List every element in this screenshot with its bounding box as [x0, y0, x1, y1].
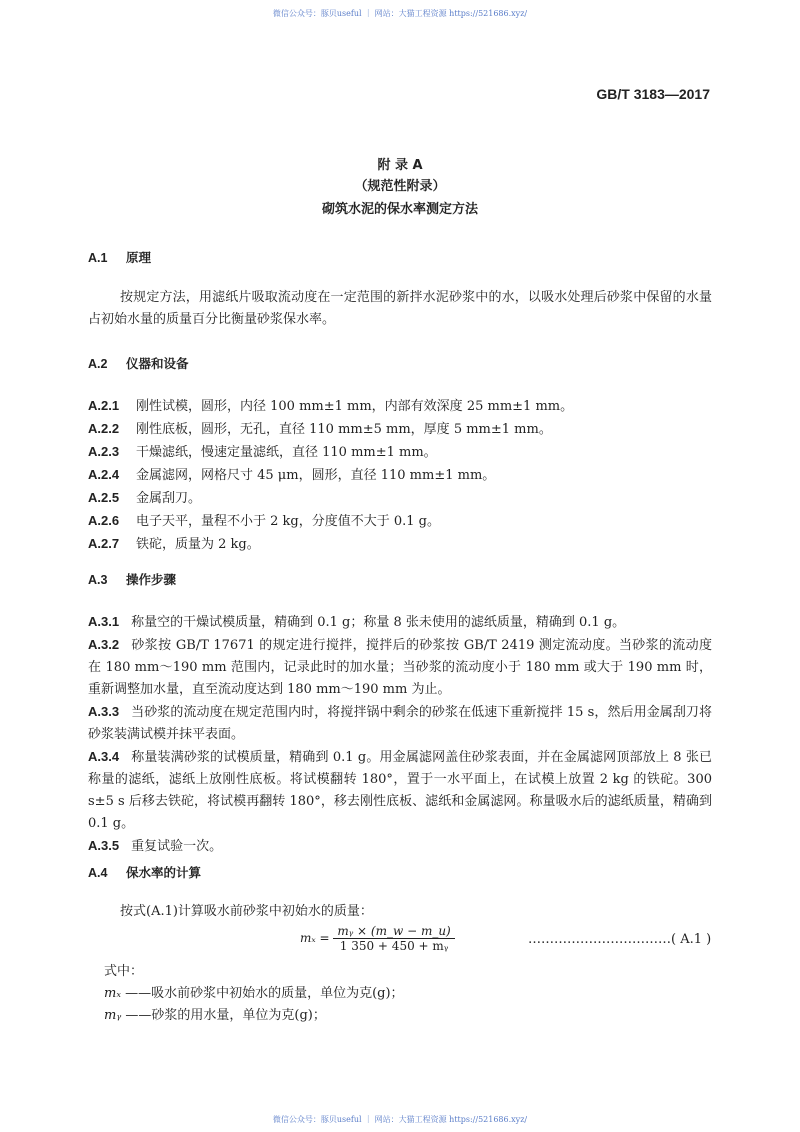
variable-desc: ——砂浆的用水量，单位为克(g)；	[125, 1008, 326, 1023]
list-item	[88, 701, 712, 746]
section-title: 操作步骤	[126, 572, 177, 587]
item-text: 干燥滤纸，慢速定量滤纸，直径 110 mm±1 mm。	[136, 445, 437, 460]
section-a3-heading	[88, 570, 176, 588]
item-text: 铁砣，质量为 2 kg。	[136, 537, 260, 552]
list-item	[88, 611, 712, 634]
item-text: 当砂浆的流动度在规定范围内时，将搅拌锅中剩余的砂浆在低速下重新搅拌 15 s，然后用金属刮刀将砂浆装满试模并抹平表面。	[88, 705, 712, 742]
item-number: A.2.2	[88, 421, 120, 436]
item-number: A.2.5	[88, 490, 120, 505]
section-number: A.2	[88, 357, 108, 371]
item-number: A.2.4	[88, 467, 120, 482]
equation-label: ( A.1 )	[671, 932, 712, 947]
appendix-label: 附 录 A	[377, 158, 423, 173]
item-number: A.2.6	[88, 513, 120, 528]
item-text: 重复试验一次。	[131, 839, 223, 854]
item-number: A.3.2	[88, 637, 120, 652]
variable-definition	[104, 983, 728, 1005]
watermark-top: 微信公众号：豚贝useful ｜ 网站：大猫工程资源 https://521686.xyz/	[272, 9, 528, 18]
section-number: A.3	[88, 573, 108, 587]
appendix-title: 砌筑水泥的保水率测定方法	[321, 202, 478, 217]
section-number: A.1	[88, 251, 108, 265]
item-text: 刚性底板，圆形，无孔，直径 110 mm±5 mm，厚度 5 mm±1 mm。	[136, 422, 552, 437]
section-title: 原理	[126, 250, 152, 265]
item-text: 电子天平，量程不小于 2 kg，分度值不大于 0.1 g。	[136, 514, 440, 529]
list-item	[88, 441, 712, 464]
list-item	[88, 464, 712, 487]
item-text: 金属刮刀。	[136, 491, 202, 506]
standard-number: GB/T 3183—2017	[596, 86, 710, 102]
section-title: 保水率的计算	[126, 865, 202, 880]
item-text: 称量装满砂浆的试模质量，精确到 0.1 g。用金属滤网盖住砂浆表面，并在金属滤网顶部放上 8 张已称量的滤纸，滤纸上放刚性底板。将试模翻转 180°，置于一水平面上，在试模上放置 2 kg 的铁砣。300 s±5 s 后移去铁砣，将试模再翻转 180°，移去刚性底板、滤纸和金属滤网。称量吸水后的滤纸质量，精确到 0.1 g。	[88, 750, 712, 831]
formula-a1	[300, 924, 455, 953]
section-title: 仪器和设备	[126, 356, 189, 371]
section-number: A.4	[88, 866, 108, 880]
item-number: A.2.3	[88, 444, 120, 459]
appendix-type: （规范性附录）	[354, 179, 446, 194]
item-number: A.3.3	[88, 704, 120, 719]
section-a2-heading	[88, 354, 189, 372]
variable-symbol: mᵧ	[104, 1008, 122, 1023]
list-item	[88, 418, 712, 441]
list-item	[88, 510, 712, 533]
where-label: 式中：	[104, 964, 144, 979]
formula-lhs: mₓ =	[300, 931, 330, 945]
formula-fraction	[333, 924, 454, 953]
section-a1-text: 按规定方法，用滤纸片吸取流动度在一定范围的新拌水泥砂浆中的水，以吸水处理后砂浆中保留的水量占初始水量的质量百分比衡量砂浆保水率。	[88, 290, 712, 327]
section-a1-heading	[88, 248, 151, 266]
item-text: 金属滤网，网格尺寸 45 μm，圆形，直径 110 mm±1 mm。	[136, 468, 496, 483]
leader-dots: ……………………………	[528, 932, 671, 947]
formula-denominator: 1 350 + 450 + mᵧ	[339, 939, 449, 953]
item-number: A.3.4	[88, 749, 120, 764]
equation-number	[528, 932, 711, 947]
watermark-bottom: 微信公众号：豚贝useful ｜ 网站：大猫工程资源 https://521686.xyz/	[272, 1115, 528, 1124]
item-text: 刚性试模，圆形，内径 100 mm±1 mm，内部有效深度 25 mm±1 mm。	[136, 399, 574, 414]
variable-symbol: mₓ	[104, 986, 121, 1001]
section-a3-list	[0, 611, 800, 858]
item-number: A.3.5	[88, 838, 120, 853]
list-item	[88, 487, 712, 510]
item-number: A.3.1	[88, 614, 120, 629]
item-number: A.2.7	[88, 536, 120, 551]
list-item	[88, 395, 712, 418]
item-text: 称量空的干燥试模质量，精确到 0.1 g；称量 8 张未使用的滤纸质量，精确到 0.1 g。	[131, 615, 626, 630]
variable-desc: ——吸水前砂浆中初始水的质量，单位为克(g)；	[125, 986, 404, 1001]
section-a2-list	[0, 395, 800, 556]
list-item	[88, 835, 712, 858]
list-item	[88, 634, 712, 701]
formula-numerator: mᵧ × (m_w − m_u)	[333, 924, 454, 939]
list-item	[88, 533, 712, 556]
item-text: 砂浆按 GB/T 17671 的规定进行搅拌，搅拌后的砂浆按 GB/T 2419 测定流动度。当砂浆的流动度在 180 mm～190 mm 范围内，记录此时的加水量；当砂浆的流动度小于 180 mm 或大于 190 mm 时，重新调整加水量，直至流动度达到 180 mm～190 mm 为止。	[88, 638, 712, 697]
section-a4-heading	[88, 863, 201, 881]
list-item	[88, 746, 712, 835]
item-number: A.2.1	[88, 398, 120, 413]
variable-definition	[104, 1005, 728, 1027]
formula-intro: 按式(A.1)计算吸水前砂浆中初始水的质量：	[120, 904, 373, 919]
